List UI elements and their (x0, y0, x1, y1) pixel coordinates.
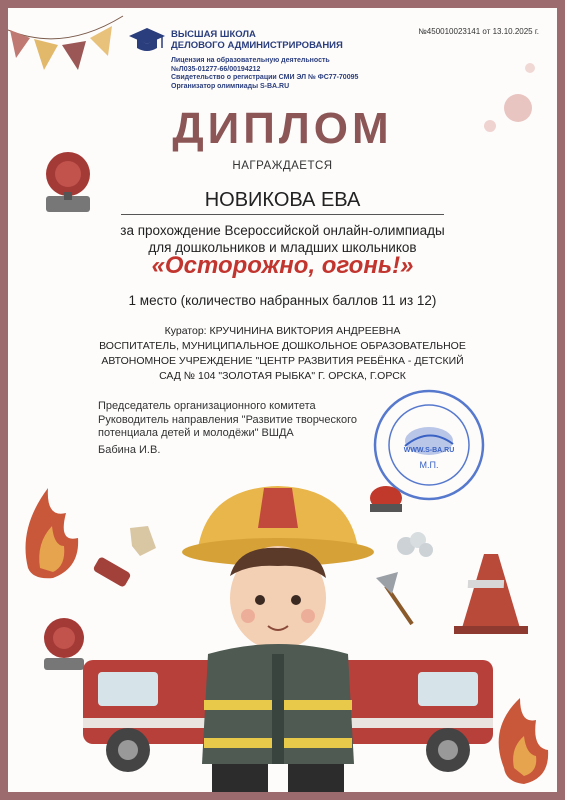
name-underline (121, 214, 444, 215)
diploma-sheet (8, 8, 557, 792)
stamp-mp: М.П. (419, 460, 439, 470)
reason-text: за прохождение Всероссийской онлайн-олимпиады для дошкольников и младших школьников (120, 223, 445, 255)
document-number: №450010023141 от 13.10.2025 г. (418, 27, 539, 36)
signature-block: Председатель организационного комитета Руководитель направления "Развитие творческого потенциала детей и молодёжи" ВШДА Бабина И.В. (98, 400, 357, 456)
place-result: 1 место (количество набранных баллов 11 из 12) (128, 293, 437, 308)
bunting-decoration (8, 8, 128, 78)
recipient-name: НОВИКОВА ЕВА (204, 189, 361, 211)
graduation-cap-logo-icon (128, 24, 166, 58)
stamp-site: WWW.S-BA.RU (403, 447, 455, 454)
firefighter-illustration (8, 468, 557, 792)
diploma-title: ДИПЛОМ (172, 104, 393, 153)
awarded-label: НАГРАЖДАЕТСЯ (232, 160, 333, 172)
org-name: ВЫСШАЯ ШКОЛА ДЕЛОВОГО АДМИНИСТРИРОВАНИЯ (171, 29, 343, 51)
org-details: Лицензия на образовательную деятельность №Л035-01277-66/00194212 Свидетельство о регистрации СМИ ЭЛ № ФС77-70095 Организатор олимпиады S-BA.RU (171, 57, 359, 90)
contest-name: «Осторожно, огонь!» (151, 252, 414, 279)
curator-info: Куратор: КРУЧИНИНА ВИКТОРИЯ АНДРЕЕВНА ВОСПИТАТЕЛЬ, МУНИЦИПАЛЬНОЕ ДОШКОЛЬНОЕ ОБРАЗОВАТЕЛЬНОЕ АВТОНОМНОЕ УЧРЕЖДЕНИЕ "ЦЕНТР РАЗВИТИЯ РЕБЁНКА - ДЕТСКИЙ САД № 104 "ЗОЛОТАЯ РЫБКА" Г. ОРСКА, Г.ОРСК (99, 325, 466, 382)
